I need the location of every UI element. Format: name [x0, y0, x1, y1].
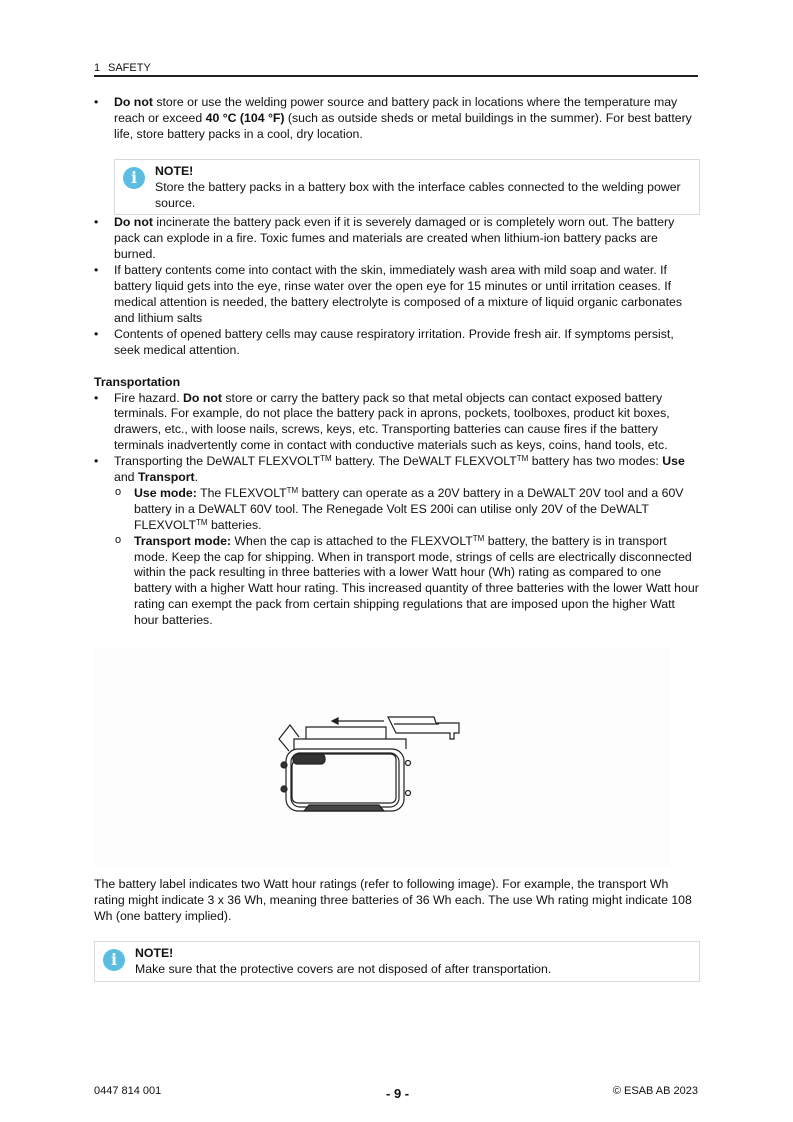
bullet-respiratory: • Contents of opened battery cells may cause respiratory irritation. Provide fresh air. If symptoms persist, seek medical attention.	[94, 327, 700, 359]
info-icon: i	[123, 167, 145, 189]
note-text: Make sure that the protective covers are not disposed of after transportation.	[135, 961, 552, 976]
note-box-storage	[114, 159, 700, 216]
emphasis: Use	[662, 454, 685, 469]
text: and	[114, 470, 138, 485]
text: batteries.	[207, 517, 262, 532]
trademark: TM	[516, 454, 529, 464]
page-content	[94, 95, 700, 982]
page-number: - 9 -	[386, 1086, 410, 1101]
sub-bullet-transport-mode	[94, 534, 700, 629]
transport-cap	[388, 717, 459, 739]
text: .	[194, 470, 199, 485]
label-paragraph: The battery label indicates two Watt hour ratings (refer to following image). For example, the transport Wh rating might indicate 3 x 36 Wh, meaning three batteries of 36 Wh each. The use Wh rating might indicate 108 Wh (one battery implied).	[94, 877, 692, 923]
battery-vents	[304, 805, 384, 811]
text: Fire hazard.	[114, 390, 184, 405]
note-title: NOTE!	[135, 945, 174, 960]
text: (such as outside sheds or metal buildings in the summer). For best battery life, store battery packs in a cool, dry location.	[114, 110, 692, 141]
bullet-incinerate	[94, 215, 700, 263]
text: The FLEXVOLT	[196, 485, 287, 500]
transportation-heading: Transportation	[94, 374, 181, 389]
trademark: TM	[320, 454, 332, 464]
text: store or use the welding power source and battery pack in locations where the temperature may reach or exceed	[114, 95, 678, 125]
trademark: TM	[195, 517, 208, 527]
text: Transporting the DeWALT FLEXVOLT	[114, 454, 321, 469]
battery-latch	[279, 725, 299, 751]
trademark: TM	[286, 485, 299, 495]
text: incinerate the battery pack even if it is severely damaged or is completely worn out. The battery pack can explode in a fire. Toxic fumes and materials are created when lithium-ion battery packs are burned.	[114, 215, 675, 262]
mode-label: Use mode:	[134, 485, 197, 500]
battery-logo-plate	[293, 754, 325, 764]
note-box-covers	[94, 941, 700, 982]
text: store or carry the battery pack so that metal objects can contact exposed battery terminals. For example, do not place the battery pack in aprons, pockets, toolboxes, product kit boxes, drawers, etc., with loose nails, screws, keys, etc. Transporting batteries can cause fires if the battery terminals inadvertently come in contact with conductive materials such as keys, coins, hand tools, etc.	[114, 390, 670, 453]
emphasis: Do not	[183, 390, 222, 405]
section-number: 1	[94, 62, 101, 74]
document-number: 0447 814 001	[94, 1085, 162, 1097]
copyright: © ESAB AB 2023	[612, 1085, 698, 1097]
text: battery. The DeWALT FLEXVOLT	[331, 454, 517, 469]
note-text: Store the battery packs in a battery box with the interface cables connected to the welding power source.	[155, 179, 681, 210]
emphasis: Do not	[114, 95, 153, 109]
sub-bullet-use-mode	[94, 486, 700, 534]
temperature-value: 40 °C (104 °F)	[205, 110, 285, 125]
battery-figure	[94, 647, 670, 867]
bullet-flexvolt	[94, 454, 700, 486]
trademark: TM	[472, 533, 485, 543]
bullet-fire-hazard	[94, 391, 700, 455]
text: battery, the battery is in transport mode. Keep the cap for shipping. When in transport mode, strings of cells are electrically disconnected within the pack resulting in three batteries with a lower Watt hour (Wh) rating as compared to one battery with a higher Watt hour rating. This increased quantity of three batteries with the lower Watt hour rating can exempt the pack from certain shipping regulations that are imposed upon the higher Watt hour batteries.	[134, 533, 699, 628]
text: When the cap is attached to the FLEXVOLT	[231, 533, 473, 548]
battery-illustration	[94, 647, 670, 867]
note-title: NOTE!	[155, 163, 194, 178]
mode-label: Transport mode:	[134, 533, 232, 548]
text: battery has two modes:	[528, 454, 663, 469]
emphasis: Transport	[137, 470, 195, 485]
bullet-skin-contact: • If battery contents come into contact with the skin, immediately wash area with mild soap and water. If battery liquid gets into the eye, rinse water over the open eye for 15 minutes or until irritation ceases. If medical attention is needed, the battery electrolyte is composed of a mixture of liquid organic carbonates and lithium salts	[94, 263, 700, 327]
emphasis: Do not	[114, 215, 153, 230]
page-header	[94, 61, 698, 77]
info-icon: i	[103, 949, 125, 971]
bullet-temperature	[94, 95, 700, 143]
text: battery can operate as a 20V battery in a DeWALT 20V tool and a 60V battery in a DeWALT 60V tool. The Renegade Volt ES 200i can utilise only 20V of the DeWALT FLEXVOLT	[134, 485, 684, 532]
section-title: SAFETY	[108, 62, 151, 74]
